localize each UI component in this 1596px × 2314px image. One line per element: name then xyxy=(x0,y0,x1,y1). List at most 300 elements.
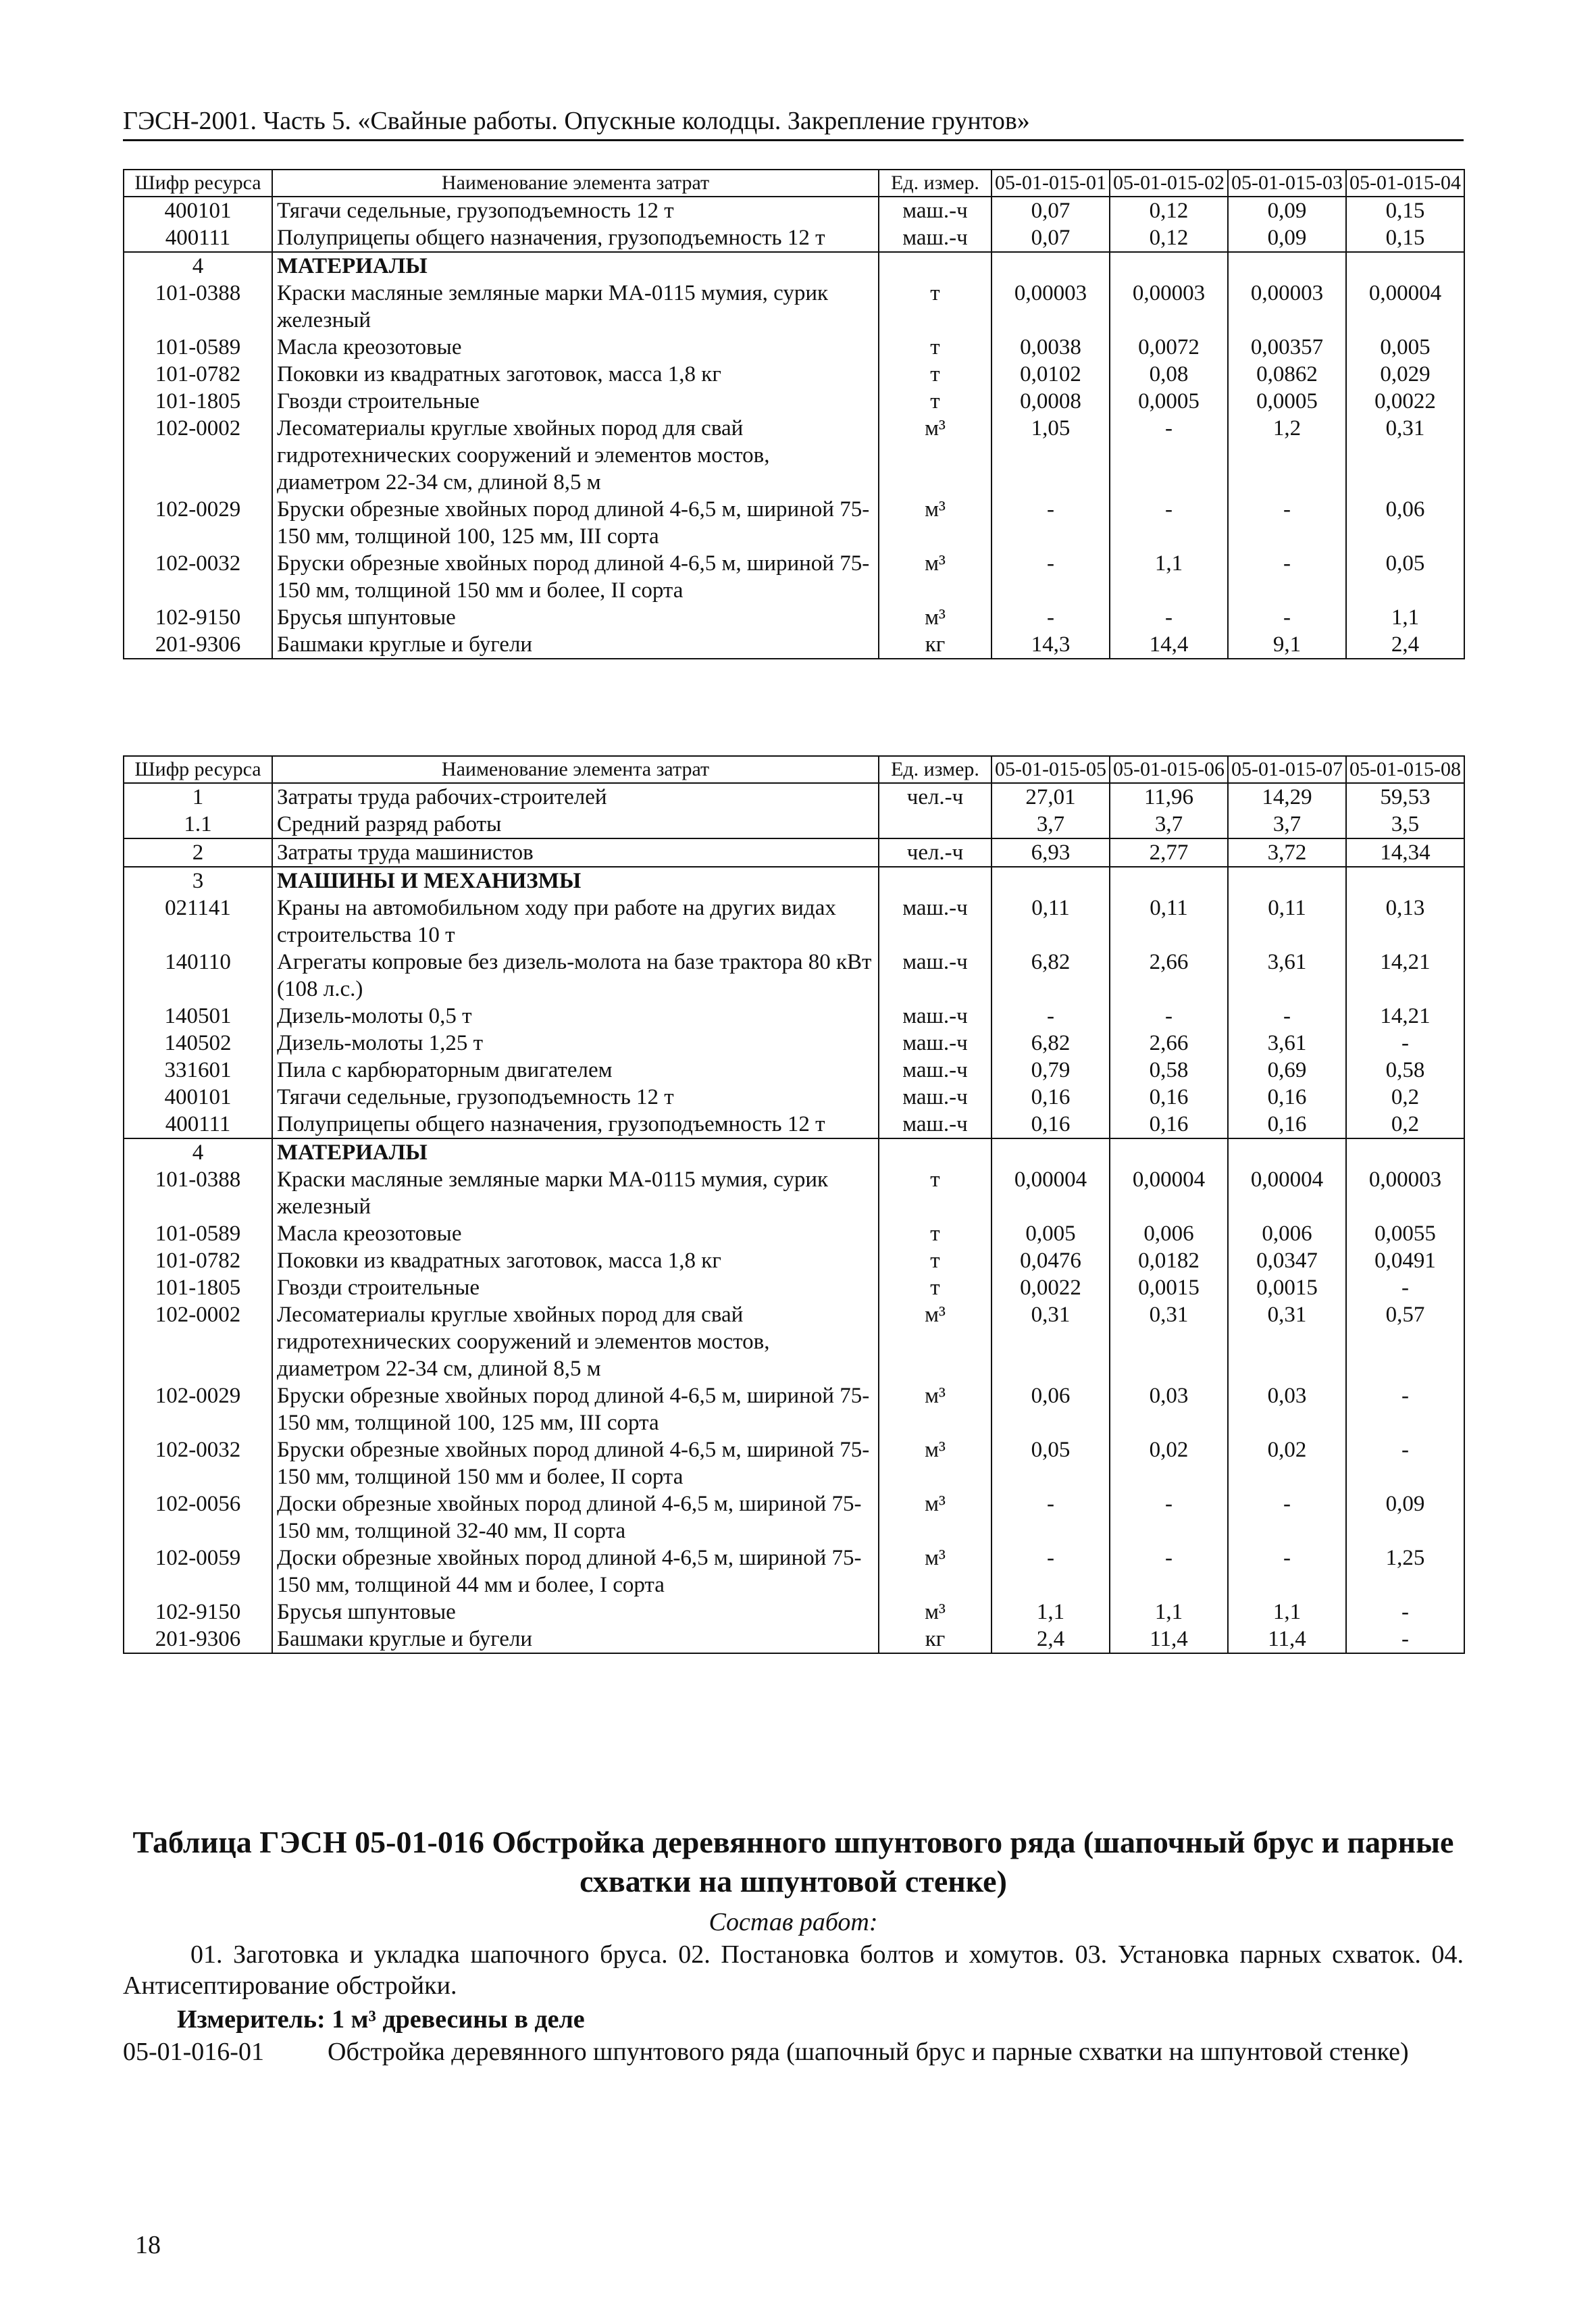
resource-code: 101-0388 xyxy=(124,280,272,334)
unit-cell xyxy=(879,252,992,280)
value-cell: 0,11 xyxy=(992,895,1110,949)
unit-cell: м³ xyxy=(879,550,992,604)
value-cell xyxy=(1228,867,1346,895)
cost-element-name: МАШИНЫ И МЕХАНИЗМЫ xyxy=(272,867,879,895)
table-row xyxy=(124,388,1464,415)
value-cell xyxy=(992,252,1110,280)
value-cell: - xyxy=(1228,1490,1346,1544)
table-row xyxy=(124,1301,1464,1382)
resource-code: 101-0589 xyxy=(124,334,272,361)
unit-cell xyxy=(879,1138,992,1166)
value-cell: 0,0102 xyxy=(992,361,1110,388)
unit-cell: т xyxy=(879,334,992,361)
value-cell: - xyxy=(1110,1490,1228,1544)
value-cell: 3,61 xyxy=(1228,949,1346,1003)
table-row xyxy=(124,604,1464,631)
resource-table-1 xyxy=(123,169,1465,659)
value-cell: 0,07 xyxy=(992,224,1110,252)
resource-code: 201-9306 xyxy=(124,1626,272,1653)
value-cell: 3,61 xyxy=(1228,1030,1346,1057)
table-row xyxy=(124,895,1464,949)
value-cell: - xyxy=(992,604,1110,631)
resource-code: 140110 xyxy=(124,949,272,1003)
resource-code: 102-9150 xyxy=(124,1599,272,1626)
unit-cell: м³ xyxy=(879,1599,992,1626)
header-col-3: 05-01-015-03 xyxy=(1228,170,1346,197)
value-cell: 1,1 xyxy=(1228,1599,1346,1626)
value-cell: - xyxy=(1228,1003,1346,1030)
unit-cell: т xyxy=(879,1166,992,1220)
value-cell: 0,00004 xyxy=(992,1166,1110,1220)
value-cell: - xyxy=(1110,415,1228,496)
resource-code: 4 xyxy=(124,252,272,280)
value-cell: 0,16 xyxy=(992,1111,1110,1138)
value-cell: 0,09 xyxy=(1228,224,1346,252)
value-cell: 0,006 xyxy=(1228,1220,1346,1247)
value-cell: - xyxy=(992,496,1110,550)
resource-code: 102-0059 xyxy=(124,1544,272,1599)
resource-code: 400111 xyxy=(124,1111,272,1138)
value-cell: 0,0862 xyxy=(1228,361,1346,388)
header-code: Шифр ресурса xyxy=(124,170,272,197)
value-cell xyxy=(1110,1138,1228,1166)
value-cell: 2,4 xyxy=(992,1626,1110,1653)
value-cell: 0,0347 xyxy=(1228,1247,1346,1274)
unit-cell: т xyxy=(879,1220,992,1247)
value-cell: 3,7 xyxy=(1110,811,1228,838)
cost-element-name: Краски масляные земляные марки МА-0115 мумия, сурик железный xyxy=(272,1166,879,1220)
value-cell: 1,1 xyxy=(1110,1599,1228,1626)
value-cell: 0,00357 xyxy=(1228,334,1346,361)
value-cell xyxy=(1346,867,1464,895)
value-cell: 14,4 xyxy=(1110,631,1228,659)
cost-element-name: Гвозди строительные xyxy=(272,1274,879,1301)
value-cell: 14,3 xyxy=(992,631,1110,659)
value-cell: 14,29 xyxy=(1228,783,1346,811)
value-cell: 0,0005 xyxy=(1110,388,1228,415)
resource-code: 1.1 xyxy=(124,811,272,838)
resource-code: 140502 xyxy=(124,1030,272,1057)
value-cell: 0,00004 xyxy=(1110,1166,1228,1220)
value-cell: 0,0182 xyxy=(1110,1247,1228,1274)
cost-element-name: Тягачи седельные, грузоподъемность 12 т xyxy=(272,1084,879,1111)
resource-code: 101-1805 xyxy=(124,1274,272,1301)
section-row xyxy=(124,1138,1464,1166)
works-composition-label: Состав работ: xyxy=(709,1908,878,1936)
value-cell: 0,005 xyxy=(1346,334,1464,361)
value-cell: 0,31 xyxy=(1346,415,1464,496)
value-cell: 6,82 xyxy=(992,949,1110,1003)
value-cell: 0,0476 xyxy=(992,1247,1110,1274)
value-cell: 0,12 xyxy=(1110,197,1228,224)
value-cell: - xyxy=(1346,1436,1464,1490)
value-cell: 1,25 xyxy=(1346,1544,1464,1599)
header-unit: Ед. измер. xyxy=(879,170,992,197)
value-cell: 0,0008 xyxy=(992,388,1110,415)
value-cell: 0,0015 xyxy=(1110,1274,1228,1301)
table-row xyxy=(124,1436,1464,1490)
unit-cell: маш.-ч xyxy=(879,224,992,252)
value-cell: - xyxy=(1228,550,1346,604)
unit-cell: м³ xyxy=(879,604,992,631)
cost-element-name: Поковки из квадратных заготовок, масса 1,8 кг xyxy=(272,361,879,388)
value-cell: 0,00004 xyxy=(1228,1166,1346,1220)
value-cell: 2,77 xyxy=(1110,838,1228,867)
table-row xyxy=(124,197,1464,224)
value-cell: 0,00003 xyxy=(1346,1166,1464,1220)
resource-code: 102-0002 xyxy=(124,415,272,496)
table-row xyxy=(124,631,1464,659)
unit-cell: маш.-ч xyxy=(879,895,992,949)
header-col-1: 05-01-015-01 xyxy=(992,170,1110,197)
value-cell xyxy=(1346,1138,1464,1166)
resource-code: 101-0589 xyxy=(124,1220,272,1247)
value-cell: 0,16 xyxy=(992,1084,1110,1111)
cost-element-name: Тягачи седельные, грузоподъемность 12 т xyxy=(272,197,879,224)
cost-element-name: Лесоматериалы круглые хвойных пород для свай гидротехнических сооружений и элементов мостов, диаметром 22-34 см, длиной 8,5 м xyxy=(272,1301,879,1382)
value-cell: 0,0038 xyxy=(992,334,1110,361)
value-cell: 0,16 xyxy=(1110,1084,1228,1111)
value-cell: 0,16 xyxy=(1110,1111,1228,1138)
value-cell: 1,05 xyxy=(992,415,1110,496)
unit-cell: маш.-ч xyxy=(879,197,992,224)
unit-cell: м³ xyxy=(879,1490,992,1544)
table-row xyxy=(124,1490,1464,1544)
value-cell: 14,34 xyxy=(1346,838,1464,867)
value-cell: - xyxy=(1110,604,1228,631)
unit-cell: чел.-ч xyxy=(879,838,992,867)
cost-element-name: Пила с карбюраторным двигателем xyxy=(272,1057,879,1084)
cost-element-name: Брусья шпунтовые xyxy=(272,1599,879,1626)
cost-element-name: Краски масляные земляные марки МА-0115 мумия, сурик железный xyxy=(272,280,879,334)
resource-code: 4 xyxy=(124,1138,272,1166)
resource-code: 140501 xyxy=(124,1003,272,1030)
value-cell: 0,15 xyxy=(1346,197,1464,224)
value-cell: 1,1 xyxy=(992,1599,1110,1626)
cost-element-name: Брусья шпунтовые xyxy=(272,604,879,631)
value-cell xyxy=(1346,252,1464,280)
value-cell: 0,58 xyxy=(1110,1057,1228,1084)
unit-cell: кг xyxy=(879,631,992,659)
value-cell xyxy=(1110,252,1228,280)
value-cell: 0,0055 xyxy=(1346,1220,1464,1247)
table-row xyxy=(124,415,1464,496)
unit-cell xyxy=(879,811,992,838)
value-cell: - xyxy=(1346,1626,1464,1653)
value-cell: 0,09 xyxy=(1228,197,1346,224)
table-row xyxy=(124,1111,1464,1138)
cost-element-name: Башмаки круглые и бугели xyxy=(272,1626,879,1653)
resource-table-2 xyxy=(123,755,1465,1654)
cost-element-name: Дизель-молоты 0,5 т xyxy=(272,1003,879,1030)
value-cell: 0,2 xyxy=(1346,1111,1464,1138)
table-row xyxy=(124,550,1464,604)
header-unit: Ед. измер. xyxy=(879,756,992,783)
value-cell: - xyxy=(1346,1274,1464,1301)
value-cell: 0,06 xyxy=(1346,496,1464,550)
value-cell: 11,4 xyxy=(1228,1626,1346,1653)
unit-cell: кг xyxy=(879,1626,992,1653)
resource-code: 101-0782 xyxy=(124,1247,272,1274)
value-cell: 0,02 xyxy=(1228,1436,1346,1490)
value-cell: 11,4 xyxy=(1110,1626,1228,1653)
table-header-row xyxy=(124,756,1464,783)
cost-element-name: МАТЕРИАЛЫ xyxy=(272,252,879,280)
header-col-2: 05-01-015-02 xyxy=(1110,170,1228,197)
cost-element-name: Затраты труда рабочих-строителей xyxy=(272,783,879,811)
value-cell: - xyxy=(1110,496,1228,550)
value-cell: 1,1 xyxy=(1110,550,1228,604)
header-name: Наименование элемента затрат xyxy=(272,170,879,197)
header-col-3: 05-01-015-07 xyxy=(1228,756,1346,783)
table-row xyxy=(124,811,1464,838)
table-row xyxy=(124,1599,1464,1626)
value-cell: - xyxy=(1346,1382,1464,1436)
resource-code: 400111 xyxy=(124,224,272,252)
value-cell xyxy=(1228,252,1346,280)
value-cell: 1,1 xyxy=(1346,604,1464,631)
resource-code: 101-0388 xyxy=(124,1166,272,1220)
cost-element-name: МАТЕРИАЛЫ xyxy=(272,1138,879,1166)
resource-code: 021141 xyxy=(124,895,272,949)
section-row xyxy=(124,252,1464,280)
value-cell: 59,53 xyxy=(1346,783,1464,811)
cost-element-name: Бруски обрезные хвойных пород длиной 4-6,5 м, шириной 75-150 мм, толщиной 150 мм и более, II сорта xyxy=(272,550,879,604)
resource-code: 1 xyxy=(124,783,272,811)
page-number: 18 xyxy=(135,2231,161,2259)
value-cell: 3,5 xyxy=(1346,811,1464,838)
resource-code: 400101 xyxy=(124,197,272,224)
cost-element-name: Гвозди строительные xyxy=(272,388,879,415)
resource-code: 102-0032 xyxy=(124,1436,272,1490)
value-cell: 1,2 xyxy=(1228,415,1346,496)
value-cell: 0,006 xyxy=(1110,1220,1228,1247)
value-cell: - xyxy=(1110,1003,1228,1030)
value-cell: 0,2 xyxy=(1346,1084,1464,1111)
value-cell: 0,00003 xyxy=(992,280,1110,334)
value-cell xyxy=(1228,1138,1346,1166)
value-cell: 0,57 xyxy=(1346,1301,1464,1382)
norm-item-code: 05-01-016-01 xyxy=(123,2038,264,2066)
value-cell: 0,15 xyxy=(1346,224,1464,252)
value-cell: 2,4 xyxy=(1346,631,1464,659)
cost-element-name: Масла креозотовые xyxy=(272,334,879,361)
value-cell: 3,7 xyxy=(1228,811,1346,838)
unit-cell: маш.-ч xyxy=(879,1003,992,1030)
value-cell: 6,93 xyxy=(992,838,1110,867)
cost-element-name: Агрегаты копровые без дизель-молота на базе трактора 80 кВт (108 л.с.) xyxy=(272,949,879,1003)
value-cell: 0,06 xyxy=(992,1382,1110,1436)
value-cell xyxy=(992,1138,1110,1166)
value-cell: 0,029 xyxy=(1346,361,1464,388)
value-cell: 0,31 xyxy=(1228,1301,1346,1382)
value-cell xyxy=(992,867,1110,895)
table-row xyxy=(124,1030,1464,1057)
resource-code: 102-0056 xyxy=(124,1490,272,1544)
table-row xyxy=(124,361,1464,388)
value-cell: 0,13 xyxy=(1346,895,1464,949)
resource-code: 331601 xyxy=(124,1057,272,1084)
value-cell: - xyxy=(992,1003,1110,1030)
value-cell: 0,0022 xyxy=(1346,388,1464,415)
table-row xyxy=(124,1057,1464,1084)
cost-element-name: Бруски обрезные хвойных пород длиной 4-6,5 м, шириной 75-150 мм, толщиной 100, 125 мм, III сорта xyxy=(272,496,879,550)
table-row xyxy=(124,1382,1464,1436)
value-cell: 3,7 xyxy=(992,811,1110,838)
unit-cell: т xyxy=(879,388,992,415)
cost-element-name: Лесоматериалы круглые хвойных пород для свай гидротехнических сооружений и элементов мостов, диаметром 22-34 см, длиной 8,5 м xyxy=(272,415,879,496)
resource-code: 400101 xyxy=(124,1084,272,1111)
resource-code: 101-1805 xyxy=(124,388,272,415)
value-cell: 0,00003 xyxy=(1110,280,1228,334)
value-cell: 0,005 xyxy=(992,1220,1110,1247)
value-cell: 3,72 xyxy=(1228,838,1346,867)
unit-cell: чел.-ч xyxy=(879,783,992,811)
unit-cell: маш.-ч xyxy=(879,1057,992,1084)
value-cell: - xyxy=(1346,1599,1464,1626)
value-cell: 0,05 xyxy=(992,1436,1110,1490)
value-cell: 0,16 xyxy=(1228,1084,1346,1111)
resource-code: 3 xyxy=(124,867,272,895)
value-cell: 14,21 xyxy=(1346,1003,1464,1030)
unit-cell: м³ xyxy=(879,1544,992,1599)
value-cell: 0,12 xyxy=(1110,224,1228,252)
value-cell: - xyxy=(992,1544,1110,1599)
measurement-unit: Измеритель: 1 м³ древесины в деле xyxy=(177,2005,585,2034)
resource-code: 102-0029 xyxy=(124,496,272,550)
value-cell: 0,09 xyxy=(1346,1490,1464,1544)
resource-code: 201-9306 xyxy=(124,631,272,659)
header-col-4: 05-01-015-08 xyxy=(1346,756,1464,783)
page-header: ГЭСН-2001. Часть 5. «Свайные работы. Опускные колодцы. Закрепление грунтов» xyxy=(123,105,1464,141)
value-cell: 6,82 xyxy=(992,1030,1110,1057)
resource-code: 2 xyxy=(124,838,272,867)
header-col-1: 05-01-015-05 xyxy=(992,756,1110,783)
cost-element-name: Полуприцепы общего назначения, грузоподъемность 12 т xyxy=(272,1111,879,1138)
value-cell: 0,0491 xyxy=(1346,1247,1464,1274)
table-row xyxy=(124,838,1464,867)
value-cell: 0,03 xyxy=(1110,1382,1228,1436)
table-row xyxy=(124,1166,1464,1220)
cost-element-name: Средний разряд работы xyxy=(272,811,879,838)
header-code: Шифр ресурса xyxy=(124,756,272,783)
value-cell: 0,02 xyxy=(1110,1436,1228,1490)
header-name: Наименование элемента затрат xyxy=(272,756,879,783)
value-cell: 0,31 xyxy=(992,1301,1110,1382)
cost-element-name: Доски обрезные хвойных пород длиной 4-6,5 м, шириной 75-150 мм, толщиной 32-40 мм, II сорта xyxy=(272,1490,879,1544)
value-cell: 0,03 xyxy=(1228,1382,1346,1436)
unit-cell: м³ xyxy=(879,496,992,550)
cost-element-name: Башмаки круглые и бугели xyxy=(272,631,879,659)
cost-element-name: Доски обрезные хвойных пород длиной 4-6,5 м, шириной 75-150 мм, толщиной 44 мм и более, I сорта xyxy=(272,1544,879,1599)
unit-cell: маш.-ч xyxy=(879,949,992,1003)
table-row xyxy=(124,1626,1464,1653)
value-cell: 0,05 xyxy=(1346,550,1464,604)
unit-cell: т xyxy=(879,361,992,388)
value-cell: 0,0022 xyxy=(992,1274,1110,1301)
unit-cell: т xyxy=(879,280,992,334)
unit-cell: м³ xyxy=(879,1301,992,1382)
table-row xyxy=(124,280,1464,334)
value-cell: - xyxy=(1228,496,1346,550)
table-header-row xyxy=(124,170,1464,197)
unit-cell: т xyxy=(879,1247,992,1274)
cost-element-name: Поковки из квадратных заготовок, масса 1,8 кг xyxy=(272,1247,879,1274)
value-cell: - xyxy=(992,550,1110,604)
cost-element-name: Полуприцепы общего назначения, грузоподъемность 12 т xyxy=(272,224,879,252)
value-cell: - xyxy=(992,1490,1110,1544)
value-cell: 0,07 xyxy=(992,197,1110,224)
value-cell: 11,96 xyxy=(1110,783,1228,811)
table-row xyxy=(124,224,1464,252)
table-row xyxy=(124,1274,1464,1301)
resource-code: 101-0782 xyxy=(124,361,272,388)
value-cell: 2,66 xyxy=(1110,949,1228,1003)
norm-item-text: Обстройка деревянного шпунтового ряда (шапочный брус и парные схватки на шпунтовой стенке) xyxy=(328,2038,1409,2066)
resource-code: 102-0029 xyxy=(124,1382,272,1436)
value-cell: 2,66 xyxy=(1110,1030,1228,1057)
header-col-4: 05-01-015-04 xyxy=(1346,170,1464,197)
resource-code: 102-0002 xyxy=(124,1301,272,1382)
value-cell: 0,0005 xyxy=(1228,388,1346,415)
unit-cell: т xyxy=(879,1274,992,1301)
table-row xyxy=(124,1247,1464,1274)
unit-cell: маш.-ч xyxy=(879,1111,992,1138)
value-cell: 27,01 xyxy=(992,783,1110,811)
value-cell: 0,00004 xyxy=(1346,280,1464,334)
section-row xyxy=(124,867,1464,895)
value-cell: 0,31 xyxy=(1110,1301,1228,1382)
table-row xyxy=(124,1084,1464,1111)
resource-code: 102-9150 xyxy=(124,604,272,631)
table-row xyxy=(124,1003,1464,1030)
cost-element-name: Бруски обрезные хвойных пород длиной 4-6,5 м, шириной 75-150 мм, толщиной 150 мм и более, II сорта xyxy=(272,1436,879,1490)
table-row xyxy=(124,496,1464,550)
cost-element-name: Бруски обрезные хвойных пород длиной 4-6,5 м, шириной 75-150 мм, толщиной 100, 125 мм, III сорта xyxy=(272,1382,879,1436)
table-row xyxy=(124,334,1464,361)
value-cell: 0,58 xyxy=(1346,1057,1464,1084)
value-cell: 0,11 xyxy=(1228,895,1346,949)
value-cell: - xyxy=(1110,1544,1228,1599)
unit-cell: м³ xyxy=(879,1382,992,1436)
section-title: Таблица ГЭСН 05-01-016 Обстройка деревянного шпунтового ряда (шапочный брус и парные схватки на шпунтовой стенке) xyxy=(132,1825,1454,1898)
value-cell xyxy=(1110,867,1228,895)
value-cell: 0,79 xyxy=(992,1057,1110,1084)
unit-cell: м³ xyxy=(879,415,992,496)
unit-cell xyxy=(879,867,992,895)
cost-element-name: Дизель-молоты 1,25 т xyxy=(272,1030,879,1057)
unit-cell: маш.-ч xyxy=(879,1084,992,1111)
cost-element-name: Краны на автомобильном ходу при работе на других видах строительства 10 т xyxy=(272,895,879,949)
value-cell: 0,0072 xyxy=(1110,334,1228,361)
unit-cell: м³ xyxy=(879,1436,992,1490)
value-cell: 0,00003 xyxy=(1228,280,1346,334)
value-cell: 9,1 xyxy=(1228,631,1346,659)
table-row xyxy=(124,783,1464,811)
value-cell: 0,08 xyxy=(1110,361,1228,388)
cost-element-name: Масла креозотовые xyxy=(272,1220,879,1247)
cost-element-name: Затраты труда машинистов xyxy=(272,838,879,867)
header-col-2: 05-01-015-06 xyxy=(1110,756,1228,783)
value-cell: - xyxy=(1228,604,1346,631)
table-row xyxy=(124,1220,1464,1247)
unit-cell: маш.-ч xyxy=(879,1030,992,1057)
value-cell: 0,0015 xyxy=(1228,1274,1346,1301)
table-row xyxy=(124,949,1464,1003)
value-cell: 14,21 xyxy=(1346,949,1464,1003)
value-cell: 0,11 xyxy=(1110,895,1228,949)
table-row xyxy=(124,1544,1464,1599)
